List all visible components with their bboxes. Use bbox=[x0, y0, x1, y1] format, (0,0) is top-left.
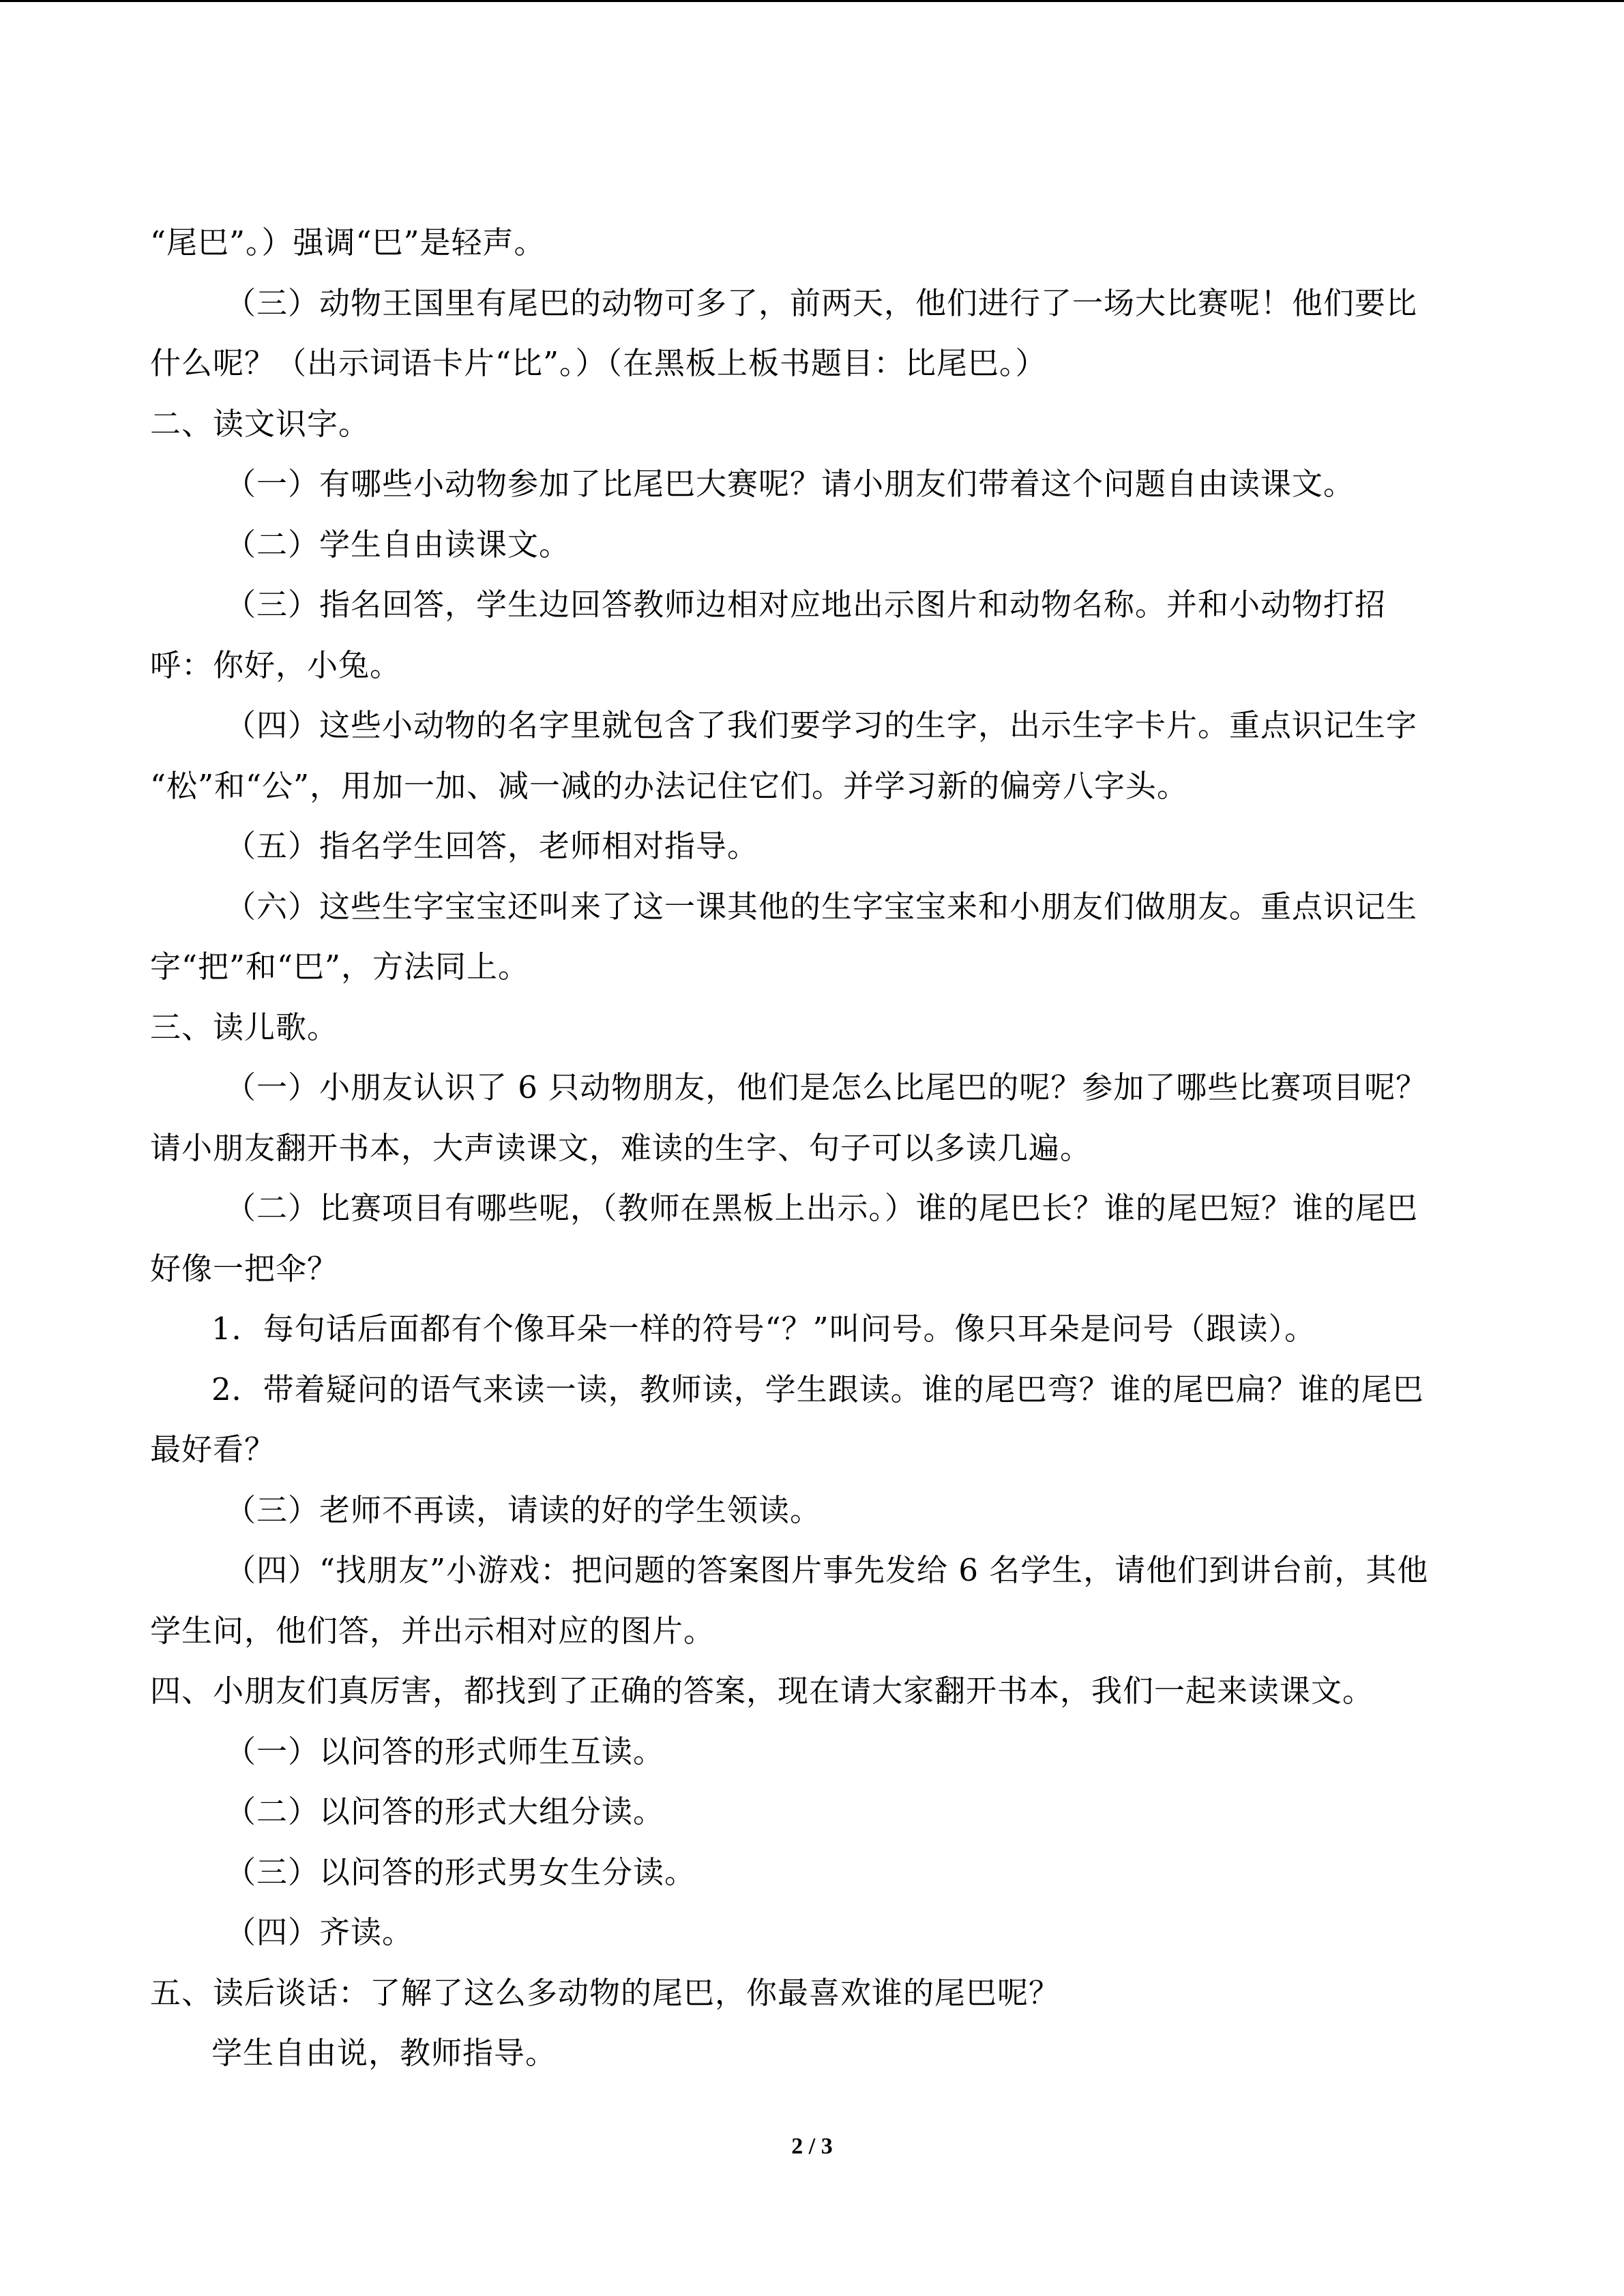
paragraph-line: “尾巴”。）强调“巴”是轻声。 bbox=[150, 224, 546, 260]
paragraph-line: （二）学生自由读课文。 bbox=[225, 526, 571, 563]
paragraph-line: （一）有哪些小动物参加了比尾巴大赛呢？请小朋友们带着这个问题自由读课文。 bbox=[225, 466, 1355, 502]
paragraph-line: 学生问，他们答，并出示相对应的图片。 bbox=[150, 1612, 715, 1649]
section-heading: 二、读文识字。 bbox=[150, 405, 370, 442]
paragraph-line: 好像一把伞？ bbox=[150, 1250, 339, 1287]
paragraph-line: 什么呢？（出示词语卡片“比”。）（在黑板上板书题目：比尾巴。） bbox=[150, 345, 1047, 381]
paragraph-line: （三）老师不再读，请读的好的学生领读。 bbox=[225, 1491, 822, 1528]
section-heading: 四、小朋友们真厉害，都找到了正确的答案，现在请大家翻开书本，我们一起来读课文。 bbox=[150, 1673, 1374, 1709]
paragraph-line: （五）指名学生回答，老师相对指导。 bbox=[225, 828, 759, 864]
paragraph-line: （一）小朋友认识了 6 只动物朋友，他们是怎么比尾巴的呢？参加了哪些比赛项目呢？ bbox=[225, 1069, 1428, 1105]
page-top-border bbox=[0, 0, 1624, 2]
section-heading: 三、读儿歌。 bbox=[150, 1009, 339, 1045]
paragraph-line: （一）以问答的形式师生互读。 bbox=[225, 1733, 665, 1770]
paragraph-line: （四）“找朋友”小游戏：把问题的答案图片事先发给 6 名学生，请他们到讲台前，其他 bbox=[225, 1552, 1429, 1588]
paragraph-line: （二）比赛项目有哪些呢，（教师在黑板上出示。）谁的尾巴长？谁的尾巴短？谁的尾巴 bbox=[225, 1190, 1419, 1226]
paragraph-line: 呼：你好，小兔。 bbox=[150, 646, 402, 683]
numbered-item: 1．每句话后面都有个像耳朵一样的符号“？”叫问号。像只耳朵是问号（跟读）。 bbox=[211, 1311, 1316, 1347]
paragraph-line: 字“把”和“巴”，方法同上。 bbox=[150, 949, 530, 985]
paragraph-line: （四）这些小动物的名字里就包含了我们要学习的生字，出示生字卡片。重点识记生字 bbox=[225, 707, 1418, 743]
numbered-item: 2．带着疑问的语气来读一读，教师读，学生跟读。谁的尾巴弯？谁的尾巴扁？谁的尾巴 bbox=[211, 1371, 1424, 1407]
page-number: 2 / 3 bbox=[791, 2134, 833, 2159]
paragraph-line: 最好看？ bbox=[150, 1431, 276, 1467]
paragraph-line: （二）以问答的形式大组分读。 bbox=[225, 1793, 665, 1830]
paragraph-line: （三）指名回答，学生边回答教师边相对应地出示图片和动物名称。并和小动物打招 bbox=[225, 586, 1387, 623]
paragraph-line: 请小朋友翻开书本，大声读课文，难读的生字、句子可以多读几遍。 bbox=[150, 1129, 1092, 1166]
paragraph-line: （三）以问答的形式男女生分读。 bbox=[225, 1853, 696, 1890]
paragraph-line: （六）这些生字宝宝还叫来了这一课其他的生字宝宝来和小朋友们做朋友。重点识记生 bbox=[225, 888, 1418, 925]
paragraph-line: “松”和“公”，用加一加、减一减的办法记住它们。并学习新的偏旁八字头。 bbox=[150, 767, 1189, 804]
paragraph-line: （三）动物王国里有尾巴的动物可多了，前两天，他们进行了一场大比赛呢！他们要比 bbox=[225, 284, 1418, 321]
paragraph-line: 学生自由说，教师指导。 bbox=[211, 2035, 557, 2071]
section-heading: 五、读后谈话：了解了这么多动物的尾巴，你最喜欢谁的尾巴呢？ bbox=[150, 1974, 1061, 2011]
paragraph-line: （四）齐读。 bbox=[225, 1914, 414, 1950]
document-body bbox=[150, 213, 1480, 2084]
